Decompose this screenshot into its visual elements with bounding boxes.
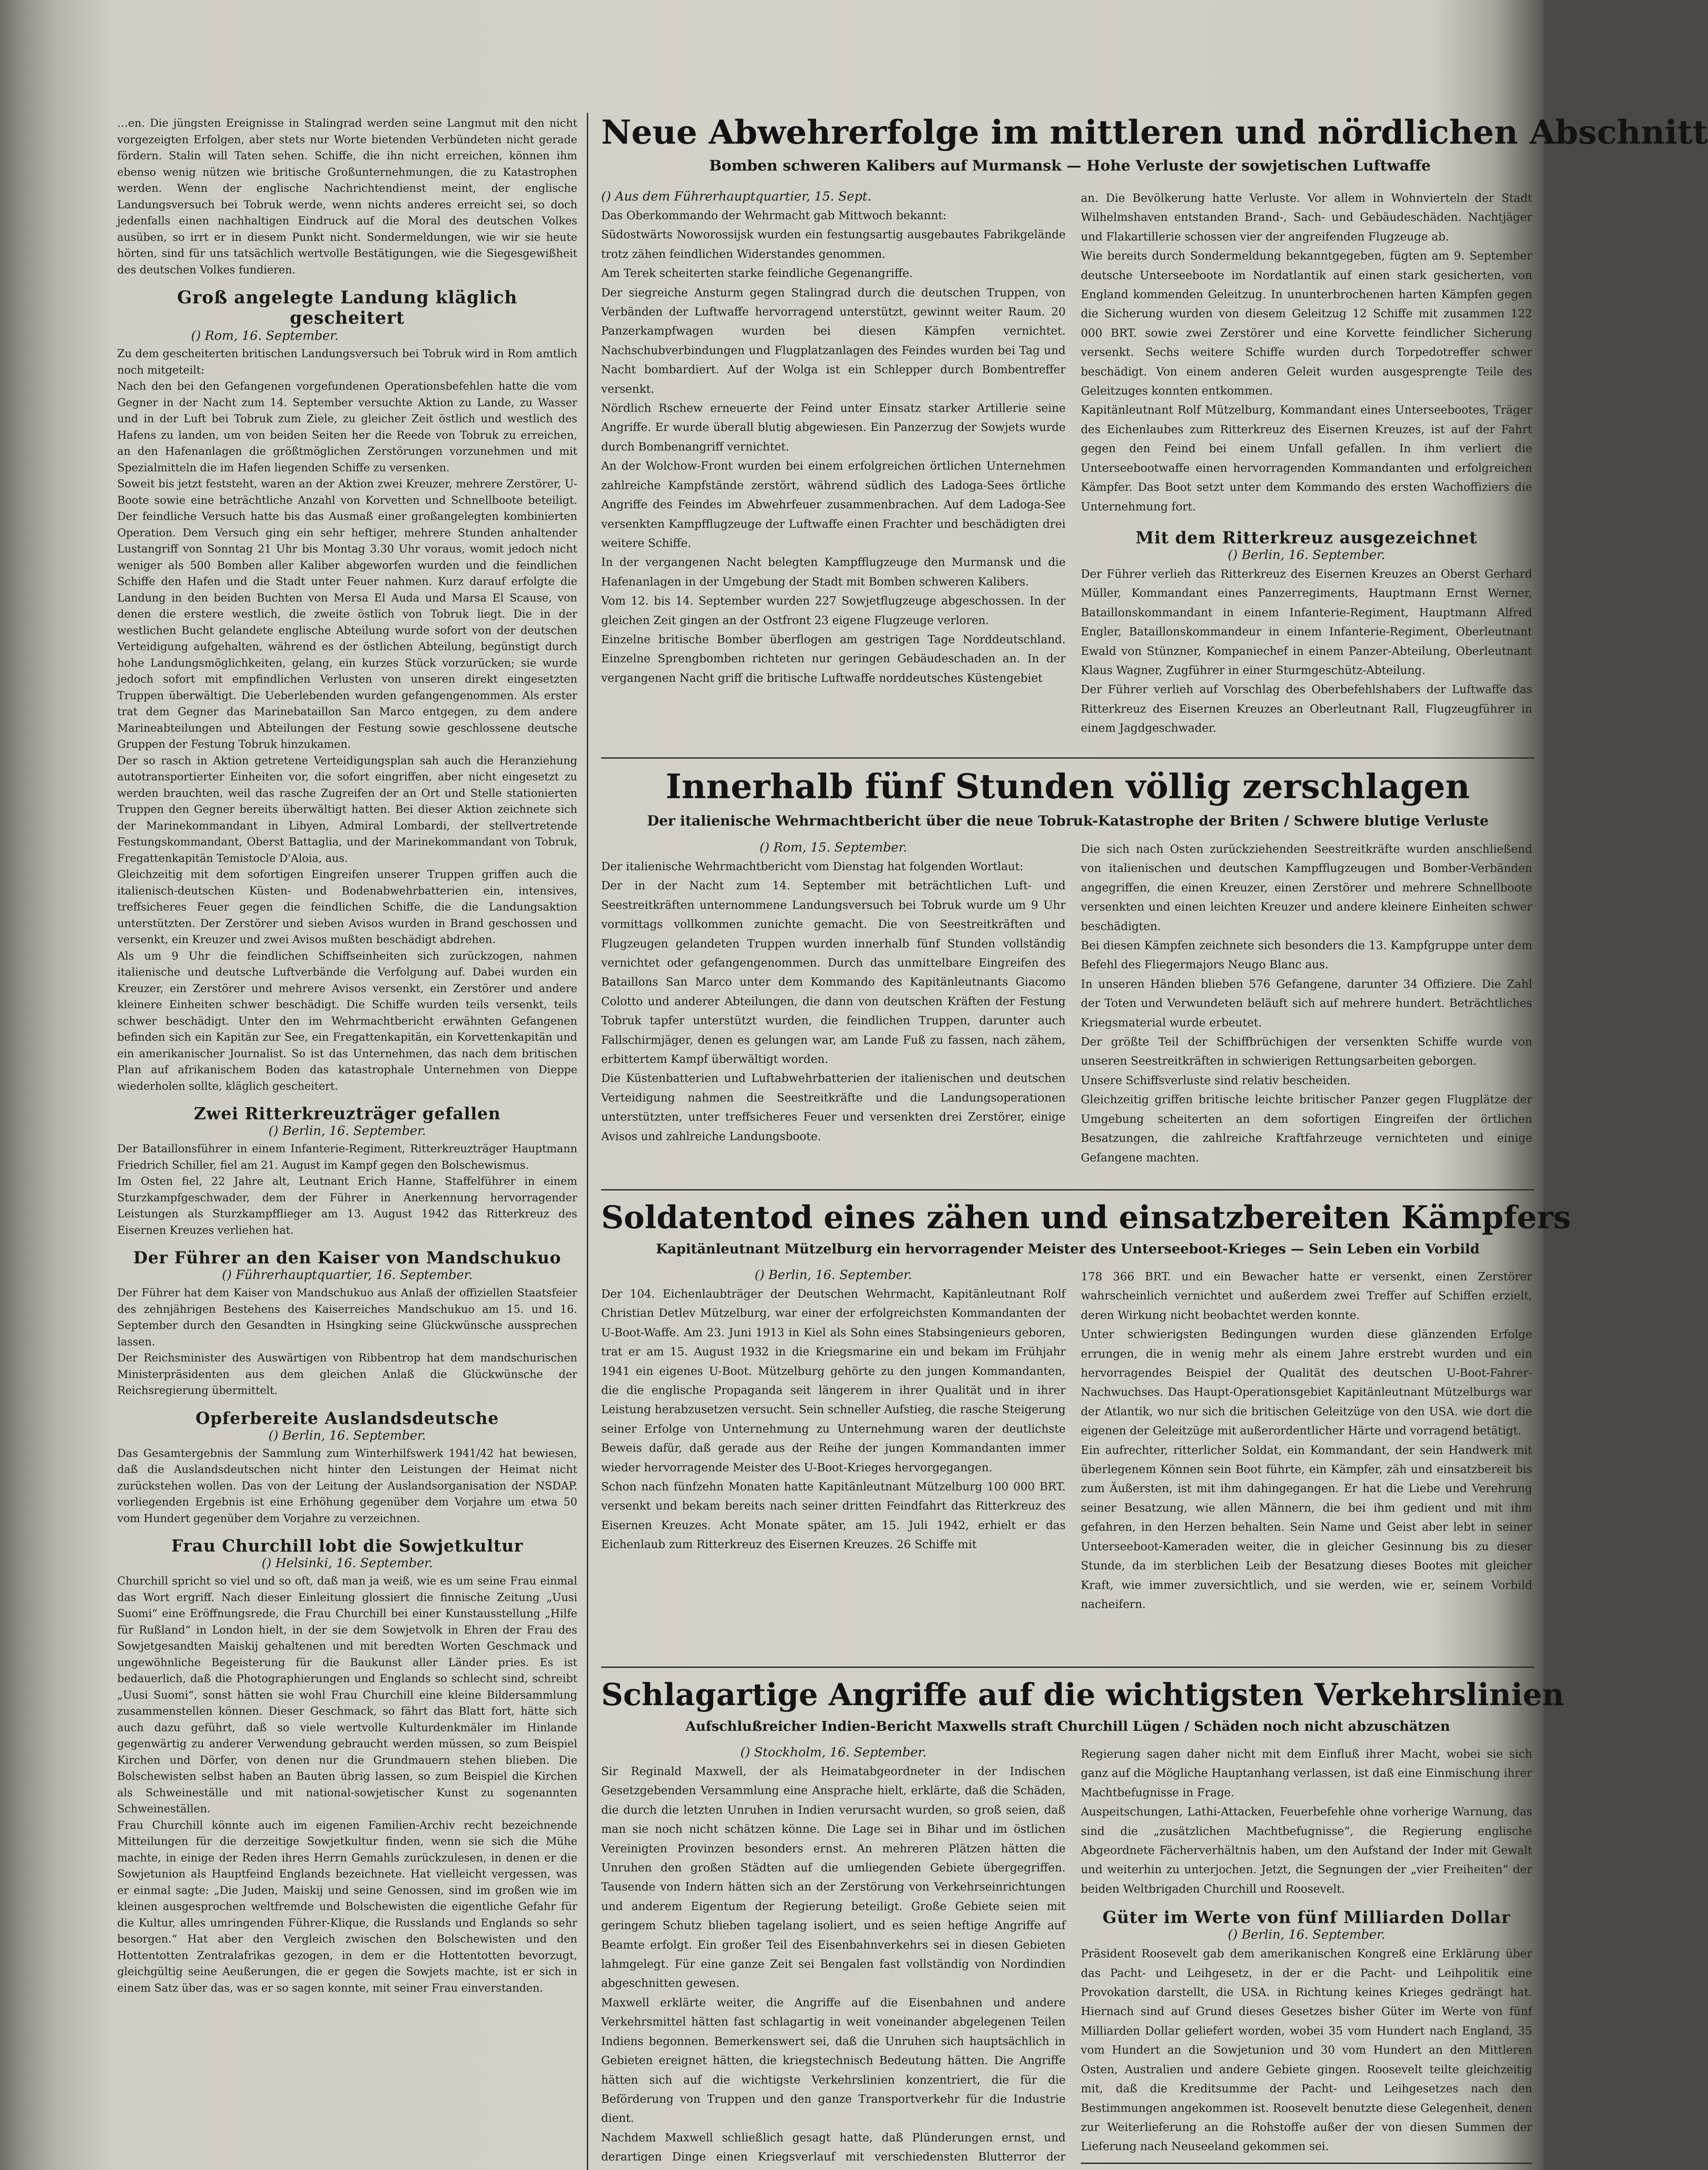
section-headline: Innerhalb fünf Stunden völlig zerschlagen [665,767,1470,806]
article-paragraph: Nach den bei den Gefangenen vorgefundenen Operationsbefehlen hatte die vom Gegner in der Nacht zum 14. September versuchte Aktion zu Lande, zu Wasser und in der Luft bei Tobruk zum Ziele, zu gleicher Zeit östlich und westlich des Hafens zu landen, um von beiden Seiten her die Reede von Tobruk zu erreichen, an den Hafenanlagen die größtmöglichen Zerstörungen vorzunehmen und mit Spezialmitteln die im Hafen liegenden Schiffe zu versenken. [117,380,577,474]
article-paragraph: Nachdem Maxwell schließlich gesagt hatte, daß Plünderungen ernst, und derartigen Dinge einen Kriegsverlauf mit verschiedensten Blutterror der [601,2131,1066,2164]
article-paragraph: Unter schwierigsten Bedingungen wurden diese glänzenden Erfolge errungen, die in wenig mehr als einem Jahre erstrebt wurden und ein hervorragendes Beispiel der Qualität des deutschen U-Boot-Fahrer-Nachwuchses. Das Haupt-Operationsgebiet Kapitänleutnant Mützelburgs war der Atlantik, wo nur sich die britischen Geleitzüge von den USA. wie dort die eigenen der Geleitzüge mit außerordentlicher Härte und vorragend betätigt. [1081,1328,1532,1438]
schlag-article-right [1081,1745,1532,2170]
article-paragraph: Ein aufrechter, ritterlicher Soldat, ein Kommandant, der sein Handwerk mit überlegenem Können sein Boot führte, ein Kämpfer, zäh und einsatzbereit bis zum Äußersten, ist mit ihm dahingegangen. Er hat die Liebe und Verehrung seiner Besatzung, wie allen Männern, die bei ihm gedient und mit ihm gefahren, in den Herzen behalten. Sein Name und Geist aber lebt in seiner Unterseeboot-Kameraden weiter, die in gleicher Gesinnung bis zu dieser Stunde, da im sterblichen Leib der Besatzung dieses Bootes mit gleicher Kraft, wie immer zuversichtlich, und sie werden, wie er, seinem Vorbild nacheifern. [1081,1443,1532,1611]
column-divider [587,113,588,2170]
article-paragraph: Auspeitschungen, Lathi-Attacken, Feuerbefehle ohne vorherige Warnung, das sind die „zusätzlichen Machtbefugnisse“, die Regierung englische Abgeordnete Fächerverhältnis haben, um den Aufstand der Inder mit Gewalt und weiterhin zu unterjochen. Jetzt, die Segnungen der „vier Freiheiten“ der beiden Weltbrigaden Churchill und Roosevelt. [1081,1805,1532,1896]
article-paragraph: Churchill spricht so viel und so oft, daß man ja weiß, wie es um seine Frau einmal das Wort ergriff. Nach dieser Einleitung glossiert die finnische Zeitung „Uusi Suomi“ eine Eröffnungsrede, die Frau Churchill bei einer Kunstausstellung „Hilfe für Rußland“ in London hielt, in der sie dem Sowjetvolk in Ehren der Frau des Sowjetgesandten Maiskij gehaltenen und mit beredten Worten Geschmack und ungewöhnliche Begeisterung für die Baukunst aller Länder pries. Es ist bedauerlich, daß die Photographierungen und Englands so schlecht sind, schreibt „Uusi Suomi“, sonst hätten sie wohl Frau Churchill eine kleine Bildersammlung zusammenstellen können. Dieser Geschmack, so fährt das Blatt fort, hätte sich auch dazu geführt, daß so viele wertvolle Kulturdenkmäler im Hinlande gegenwärtig zu anderer Verwendung gebraucht werden müssen, so zum Beispiel Kirchen und Dörfer, von denen nur die Grundmauern stehen blieben. Die Bolschewisten selbst haben an Bauten übrig lassen, so zum Beispiel die Kirchen als Schweineställe und mit national-sowjetischer Kunst zu sogenannten Schweineställen. [117,1575,577,1815]
article-paragraph: Zu dem gescheiterten britischen Landungsversuch bei Tobruk wird in Rom amtlich noch mitgeteilt: [117,347,577,376]
article-headline: Der Führer an den Kaiser von Mandschukuo [133,1248,561,1267]
article-headline: Mit dem Ritterkreuz ausgezeichnet [1135,527,1478,547]
section-divider [601,757,1534,759]
article-paragraph: Südostwärts Noworossijsk wurden ein festungsartig ausgebautes Fabrikgelände trotz zähen feindlichen Widerstandes genommen. [601,228,1066,261]
article-headline: Zwei Ritterkreuzträger gefallen [194,1104,501,1123]
article-paragraph: Unsere Schiffsverluste sind relativ bescheiden. [1081,1074,1351,1087]
article-paragraph: Kapitänleutnant Rolf Mützelburg, Kommandant eines Unterseebootes, Träger des Eichenlaubes zum Ritterkreuz des Eisernen Kreuzes, ist auf der Fahrt gegen den Feind bei einem Unfall gefallen. In ihm verliert die Unterseebootwaffe einen hervorragenden Kommandanten und erfolgreichen Kämpfer. Das Boot setzt unter dem Kommando des ersten Wachoffiziers die Unternehmung fort. [1081,404,1532,513]
sold-article-left [601,1267,1066,1555]
article-paragraph: 178 366 BRT. und ein Bewacher hatte er versenkt, einen Zerstörer wahrscheinlich vernichtet und außerdem zwei Treffer auf Schiffen erzielt, deren Wirkung nicht beobachtet werden konnte. [1081,1270,1532,1322]
intro-text: …en. Die jüngsten Ereignisse in Stalingrad werden seine Langmut mit den nicht vorgezeigten Erfolgen, aber stets nur Worte bietenden Verbündeten nicht gerade fördern. Stalin will Taten sehen. Schiffe, die ihn nicht erreichen, können ihm ebenso wenig nützen wie britische Großunternehmungen, die zu Katastrophen werden. Wenn der englische Nachrichtendienst meint, der englische Landungsversuch bei Tobruk werde, wenn nichts anderes erreicht sei, so doch jedenfalls einen nachhaltigen Eindruck auf die Moral des deutschen Volkes ausüben, so irrt er in diesem Punkt nicht. Sondermeldungen, wie wir sie heute hörten, sind für uns tatsächlich wertvolle Bestätigungen, wie die Siegesgewißheit des deutschen Volkes fundieren. [117,117,577,276]
article-paragraph: Der siegreiche Ansturm gegen Stalingrad durch die deutschen Truppen, von Verbänden der Luftwaffe hervorragend unterstützt, gewinnt weiter Raum. 20 Panzerkampfwagen wurden bei diesen Kämpfen vernichtet. Nachschubverbindungen und Flugplatzanlagen des Feindes wurden bei Tag und Nacht bombardiert. Auf der Wolga ist ein Schlepper durch Bombentreffer versenkt. [601,286,1066,396]
article-paragraph: Die Küstenbatterien und Luftabwehrbatterien der italienischen und deutschen Verteidigung nahmen die Seestreitkräfte und die Landungsoperationen unterstützten, unter treffsicheres Feuer und versenkten drei Zerstörer, einige Avisos und zahlreiche Landungsboote. [601,1072,1066,1143]
article-paragraph: Einzelne britische Bomber überflogen am gestrigen Tage Norddeutschland. Einzelne Sprengbomben richteten nur geringen Gebäudeschaden an. In der vergangenen Nacht griff die britische Luftwaffe norddeutsches Küstengebiet [601,633,1066,685]
main-subheadline: Bomben schweren Kalibers auf Murmansk — Hohe Verluste der sowjetischen Luftwaffe [709,157,1431,174]
main-article-right [1081,189,1532,738]
article-paragraph: Wie bereits durch Sondermeldung bekanntgegeben, fügten am 9. September deutsche Unterseeboote im Nordatlantik auf einen stark gesicherten, von England kommenden Geleitzug. In ununterbrochenen harten Kämpfen gegen die Sicherung wurden von diesem Geleitzug 12 Schiffe mit zusammen 122 000 BRT. sowie zwei Zerstörer und eine Korvette feindlicher Sicherung versenkt. Sechs weitere Schiffe wurden durch Torpedotreffer schwer beschädigt. Von einem anderen Geleit wurden ausgesprengte Teile des Geleitzuges konnten entkommen. [1081,250,1532,398]
article-paragraph: Der Reichsminister des Auswärtigen von Ribbentrop hat dem mandschurischen Ministerpräsidenten aus dem gleichen Anlaß die Glückwünsche der Reichsregierung übermittelt. [117,1351,577,1397]
section-divider [601,1189,1534,1190]
article-paragraph: Soweit bis jetzt feststeht, waren an der Aktion zwei Kreuzer, mehrere Zerstörer, U-Boote sowie eine beträchtliche Anzahl von Korvetten und Schnellboote beteiligt. Der feindliche Versuch hatte bis das Ausmaß einer großangelegten kombinierten Operation. Dem Versuch ging ein sehr heftiger, mehrere Stunden anhaltender Lustangriff von Sonntag 21 Uhr bis Montag 3.30 Uhr voraus, womit jedoch nicht weniger als 500 Bomben aller Kaliber abgeworfen wurden und die feindlichen Schiffe den Hafen und die Stadt unter Feuer nahmen. Kurz darauf erfolgte die Landung in den beiden Buchten von Mersa El Auda und Marsa El Scause, von denen die erstere westlich, die zweite östlich von Tobruk liegt. Die in der westlichen Bucht gelandete englische Abteilung wurde sofort von der deutschen Verteidigung aufgehalten, während es der östlichen Abteilung, begünstigt durch hohe Landungsmöglichkeiten, gelang, ein kurzes Stück vorzurücken; sie wurde jedoch sofort mit empfindlichen Verlusten von unseren direkt eingesetzten Truppen überwältigt. Die Ueberlebenden wurden gefangengenommen. Als erster trat dem Gegner das Marinebataillon San Marco entgegen, zu dem andere Marineabteilungen und Abteilungen der Festung sowie geschlossene deutsche Gruppen der Festung Tobruk hinzukamen. [117,477,577,750]
section-divider [601,1667,1534,1668]
article-paragraph: In unseren Händen blieben 576 Gefangene, darunter 34 Offiziere. Die Zahl der Toten und Verwundeten beläuft sich auf mehrere hundert. Beträchtliches Kriegsmaterial wurde erbeutet. [1081,977,1532,1029]
schlag-article-left [601,1745,1066,2170]
article-dateline: () Berlin, 16. September. [1228,1927,1385,1942]
section-headline: Schlagartige Angriffe auf die wichtigsten Verkehrslinien [601,1677,1564,1713]
article-paragraph: Das Gesamtergebnis der Sammlung zum Winterhilfswerk 1941/42 hat bewiesen, daß die Auslandsdeutschen nicht hinter den Leistungen der Heimat nicht zurückstehen wollen. Das von der Leitung der Auslandsorganisation der NSDAP. vorliegenden Ergebnis ist eine Erhöhung gegenüber dem Vorjahre um etwa 50 vom Hundert gegenüber dem Vorjahre zu verzeichnen. [117,1447,577,1525]
main-headline: Neue Abwehrerfolge im mittleren und nördlichen Abschnitt [601,113,1708,151]
article-dateline: () Berlin, 16. September. [754,1267,912,1282]
article-paragraph: Frau Churchill könnte auch im eigenen Familien-Archiv recht bezeichnende Mitteilungen für die derzeitige Sowjetkultur finden, wenn sie sich die Mühe machte, in einige der Reden ihres Herrn Gemahls zurückzulesen, in denen er die Sowjetunion als Hauptfeind Englands bezeichnete. Hat vielleicht vergessen, was er einmal sagte: „Die Juden, Maiskij und seine Genossen, sind im großen wie im kleinen ausgesprochen weltfremde und Bolschewisten die eigentliche Gefahr für die Kultur, alles umringenden Führer-Klique, die Russlands und Englands so sehr besorgen.“ Hat aber den Vergleich zwischen den Bolschewisten und den Hottentotten Zentralafrikas gezogen, in dem er die Hottentotten bevorzugt, gleichgültig seine Aeußerungen, die er gegen die Sowjets machte, ist er sich in einem Satz über das, was er so sagen konnte, mit seiner Frau einverstanden. [117,1818,577,1994]
article-paragraph: Bei diesen Kämpfen zeichnete sich besonders die 13. Kampfgruppe unter dem Befehl des Fliegermajors Neugo Blanc aus. [1081,939,1532,972]
mid-article-right [1081,840,1532,1167]
article-paragraph: Gleichzeitig mit dem sofortigen Eingreifen unserer Truppen griffen auch die italienisch-deutschen Küsten- und Bodenabwehrbatterien ein, intensives, treffsicheres Feuer gegen die feindlichen Schiffe, die die Landungsaktion unterstützten. Der Zerstörer und sieben Avisos wurden in Brand geschossen und versenkt, ein Kreuzer und zwei Avisos mußten beschädigt abdrehen. [117,868,577,946]
article-paragraph: Am Terek scheiterten starke feindliche Gegenangriffe. [601,267,913,280]
article-dateline: () Rom, 15. September. [760,840,907,855]
article-headline: Frau Churchill lobt die Sowjetkultur [171,1536,523,1555]
article-paragraph: Die sich nach Osten zurückziehenden Seestreitkräfte wurden anschließend von italienischen und deutschen Kampfflugzeugen und Bomber-Verbänden angegriffen, die einen Kreuzer, einen Zerstörer und mehrere Schnellboote versenkten und einen leichten Kreuzer und andere kleinere Einheiten schwer beschädigten. [1081,843,1532,933]
article-paragraph: Der Führer hat dem Kaiser von Mandschukuo aus Anlaß der offiziellen Staatsfeier des zehnjährigen Bestehens des Kaiserreiches Mandschukuo am 15. und 16. September durch den Gesandten in Hsingking seine Glückwünsche aussprechen lassen. [117,1286,577,1348]
article-dateline: () Berlin, 16. September. [1228,547,1385,562]
section-headline: Soldatentod eines zähen und einsatzbereiten Kämpfers [601,1199,1571,1236]
article-paragraph: Präsident Roosevelt gab dem amerikanischen Kongreß eine Erklärung über das Pacht- und Leihgesetz, in der er die Pacht- und Leihpolitik eine Provokation darstellt, die USA. in Richtung keines Krieges gedrängt hat. Hiernach sind auf Grund dieses Gesetzes bisher Güter im Werte von fünf Milliarden Dollar geliefert worden, wobei 35 vom Hundert nach England, 35 vom Hundert an die Sowjetunion und 30 vom Hundert an den Mittleren Osten, Australien und andere Gebiete gingen. Roosevelt teilte gleichzeitig mit, daß die Kreditsumme der Pacht- und Leihgesetzes nach den Bestimmungen angekommen ist. Roosevelt benutzte diese Gelegenheit, denen zur Weiterlieferung an die Rohstoffe außer der von diesen Summen der Lieferung nach Neuseeland gekommen sei. [1081,1947,1532,2154]
article-paragraph: Der so rasch in Aktion getretene Verteidigungsplan sah auch die Heranziehung autotransportierter Einheiten vor, die sofort eingriffen, aber nicht eingesetzt zu werden brauchten, weil das rasche Zugreifen der an Ort und Stelle stationierten Truppen den Gegner bereits überwältigt hatten. Bei dieser Aktion zeichnete sich der Marinekommandant in Libyen, Admiral Lombardi, der stellvertretende Festungskommandant, Oberst Battaglia, und der Marinekommandant von Tobruk, Fregattenkapitän Temistocle D'Aloia, aus. [117,754,577,865]
sold-article-right [1081,1267,1532,1614]
main-article-left [601,189,1066,688]
article-paragraph: Regierung sagen daher nicht mit dem Einfluß ihrer Macht, wobei sie sich ganz auf die Mögliche Hauptanhang verlassen, ist daß eine Einmischung ihrer Machtbefugnisse in Frage. [1081,1748,1532,1799]
article-headline: Güter im Werte von fünf Milliarden Dollar [1102,1907,1511,1927]
article-paragraph: Der Führer verlieh auf Vorschlag des Oberbefehlshabers der Luftwaffe das Ritterkreuz des Eisernen Kreuzes an Oberleutnant Rall, Flugzeugführer in einem Jagdgeschwader. [1081,683,1532,735]
article-paragraph: Maxwell erklärte weiter, die Angriffe auf die Eisenbahnen und andere Verkehrsmittel hätten fast schlagartig in weit voneinander abgelegenen Teilen Indiens begonnen. Bemerkenswert sei, daß die Unruhen sich hauptsächlich in Gebieten ereignet hätten, die kriegstechnisch Bedeutung hätten. Die Angriffe hätten sich auf die wichtigste Verkehrslinien konzentriert, die für die Beförderung von Truppen und den ganze Transportverkehr für die Industrie dient. [601,1996,1066,2125]
article-paragraph: Im Osten fiel, 22 Jahre alt, Leutnant Erich Hanne, Staffelführer in einem Sturzkampfgeschwader, dem der Führer in Anerkennung hervorragender Leistungen als Sturzkampfflieger am 13. August 1942 das Ritterkreuz des Eisernen Kreuzes verliehen hat. [117,1175,577,1236]
article-dateline: () Berlin, 16. September. [268,1123,426,1138]
mid-article-left [601,840,1066,1146]
article-dateline: () Aus dem Führerhauptquartier, 15. Sept. [601,189,872,204]
article-paragraph: Sir Reginald Maxwell, der als Heimatabgeordneter in der Indischen Gesetzgebenden Versammlung eine Ansprache hielt, erklärte, daß die Schäden, die durch die letzten Unruhen in Indien verursacht wurden, so groß seien, daß man sie noch nicht schätzen könne. Die Lage sei in Bihar und im östlichen Vereinigten Provinzen besonders ernst. An mehreren Plätzen hätten die Unruhen den großen Städten auf die umliegenden Gebiete übergegriffen. Tausende von Indern hätten sich an der Zerstörung von Verkehrseinrichtungen und anderem Eigentum der Regierung beteiligt. Große Gebiete seien mit geringem Schutz blieben tagelang isoliert, und es seien heftige Angriffe auf Beamte erfolgt. Ein großer Teil des Eisenbahnverkehrs sei in diesen Gebieten lahmgelegt. Für eine ganze Zeit sei Bengalen fast vollständig von Nordindien abgeschnitten gewesen. [601,1765,1066,1990]
article-dateline: () Stockholm, 16. September. [740,1745,927,1759]
article-paragraph: an. Die Bevölkerung hatte Verluste. Vor allem in Wohnvierteln der Stadt Wilhelmshaven entstanden Brand-, Sach- und Gebäudeschäden. Nachtjäger und Flakartillerie schossen vier der angreifenden Flugzeuge ab. [1081,192,1532,243]
section-subheadline: Kapitänleutnant Mützelburg ein hervorragender Meister des Unterseeboot-Krieges — Sein Leben ein Vorbild [656,1241,1480,1257]
notice-text [1081,2168,1532,2170]
article-headline: Groß angelegte Landung kläglich gescheitert [177,287,517,328]
left-column [117,115,577,1996]
article-paragraph: In der vergangenen Nacht belegten Kampfflugzeuge den Murmansk und die Hafenanlagen in der Umgebung der Stadt mit Bomben schweren Kalibers. [601,556,1066,589]
article-paragraph: An der Wolchow-Front wurden bei einem erfolgreichen örtlichen Unternehmen zahlreiche Kampfstände zerstört, während südlich des Ladoga-Sees örtliche Angriffe des Feindes im Abwehrfeuer zusammenbrachen. Auf dem Ladoga-See versenkten Kampfflugzeuge der Luftwaffe einen Frachter und beschädigten drei weitere Schiffe. [601,460,1066,550]
article-paragraph: Der italienische Wehrmachtbericht vom Dienstag hat folgenden Wortlaut: [601,860,1023,873]
article-paragraph: Nördlich Rschew erneuerte der Feind unter Einsatz starker Artillerie seine Angriffe. Er wurde überall blutig abgewiesen. Ein Panzerzug der Sowjets wurde durch Bombenangriff vernichtet. [601,402,1066,454]
section-subheadline: Der italienische Wehrmachtbericht über die neue Tobruk-Katastrophe der Briten / Schwere blutige Verluste [647,812,1489,829]
article-paragraph: Der in der Nacht zum 14. September mit beträchtlichen Luft- und Seestreitkräften unternommene Landungsversuch bei Tobruk wurde um 9 Uhr vormittags vollkommen zunichte gemacht. Die von Seestreitkräften und Flugzeugen gelandeten Truppen wurden innerhalb fünf Stunden vollständig vernichtet oder gefangengenommen. Durch das unmittelbare Eingreifen des Bataillons San Marco unter dem Kommando des Kapitänleutnants Giacomo Colotto und anderer Abteilungen, die dann von deutschen Kräften der Festung Tobruk tapfer unterstützt wurden, die feindlichen Truppen, darunter auch Fallschirmjäger, denen es gelungen war, am Lande Fuß zu fassen, nach zähem, erbittertem Kampf überwältigt worden. [601,879,1066,1066]
article-dateline: () Berlin, 16. September. [268,1427,426,1443]
article-paragraph: Der größte Teil der Schiffbrüchigen der versenkten Schiffe wurde von unseren Seestreitkräften in schwierigen Rettungsarbeiten geborgen. [1081,1036,1532,1068]
notice-divider [1081,2163,1532,2164]
article-paragraph: Vom 12. bis 14. September wurden 227 Sowjetflugzeuge abgeschossen. In der gleichen Zeit gingen an der Ostfront 23 eigene Flugzeuge verloren. [601,595,1066,627]
article-paragraph: Schon nach fünfzehn Monaten hatte Kapitänleutnant Mützelburg 100 000 BRT. versenkt und bekam bereits nach seiner dritten Feindfahrt das Ritterkreuz des Eisernen Kreuzes. Acht Monate später, am 15. Juli 1942, erhielt er das Eichenlaub zum Ritterkreuz des Eisernen Kreuzes. 26 Schiffe mit [601,1480,1066,1552]
article-paragraph: Der Führer verlieh das Ritterkreuz des Eisernen Kreuzes an Oberst Gerhard Müller, Kommandant eines Panzerregiments, Hauptmann Ernst Werner, Bataillonskommandant in einem Infanterie-Regiment, Hauptmann Alfred Engler, Bataillonskommandeur in einem Infanterie-Regiment, Oberleutnant Ewald von Stünzner, Kompaniechef in einem Panzer-Abteilung, Oberleutnant Klaus Wagner, Zugführer in einer Sturmgeschütz-Abteilung. [1081,567,1532,677]
article-dateline: () Führerhauptquartier, 16. September. [222,1267,473,1282]
section-subheadline: Aufschlußreicher Indien-Bericht Maxwells straft Churchill Lügen / Schäden noch nicht abzuschätzen [685,1719,1450,1734]
article-paragraph: Das Oberkommando der Wehrmacht gab Mittwoch bekannt: [601,209,947,222]
article-paragraph: Gleichzeitig griffen britische leichte britischer Panzer gegen Flugplätze der Umgebung scheiterten an dem sofortigen Eingreifen der örtlichen Besatzungen, die zahlreiche Kraftfahrzeuge vernichteten und einige Gefangene machten. [1081,1093,1532,1164]
article-paragraph: Der 104. Eichenlaubträger der Deutschen Wehrmacht, Kapitänleutnant Rolf Christian Detlev Mützelburg, war einer der erfolgreichsten Kommandanten der U-Boot-Waffe. Am 23. Juni 1913 in Kiel als Sohn eines Stabsingenieurs geboren, trat er am 15. August 1932 in die Kriegsmarine ein und bekam im Frühjahr 1941 ein eigenes U-Boot. Mützelburg gehörte zu den jungen Kommandanten, die die englische Propaganda seit längerem in ihrer Qualität und in ihrer Leistung herabzusetzen versucht. Sein schneller Aufstieg, die rasche Steigerung seiner Erfolge von Unternehmung zu Unternehmung waren der deutlichste Beweis dafür, daß gerade aus der Reihe der jungen Kommandanten immer wieder hervorragende Meister des U-Boot-Krieges hervorgegangen. [601,1288,1066,1474]
article-paragraph: Als um 9 Uhr die feindlichen Schiffseinheiten sich zurückzogen, nahmen italienische und deutsche Luftverbände die Verfolgung auf. Dabei wurden ein Kreuzer, ein Zerstörer und mehrere Avisos versenkt, ein Zerstörer und andere kleinere Einheiten schwer beschädigt. Die Schiffe wurden teils versenkt, teils schwer beschädigt. Unter den im Wehrmachtbericht erwähnten Gefangenen befinden sich ein Kapitän zur See, ein Fregattenkapitän, ein Korvettenkapitän und ein amerikanischer Journalist. So ist das Unternehmen, das nach dem britischen Plan auf afrikanischem Boden das katastrophale Unternehmen von Dieppe wiederholen sollte, kläglich gescheitert. [117,949,577,1092]
article-paragraph: Der Bataillonsführer in einem Infanterie-Regiment, Ritterkreuzträger Hauptmann Friedrich Schiller, fiel am 21. August im Kampf gegen den Bolschewismus. [117,1142,577,1171]
article-headline: Opferbereite Auslandsdeutsche [195,1408,499,1428]
article-dateline: () Helsinki, 16. September. [261,1555,433,1570]
article-dateline: () Rom, 16. September. [191,328,339,343]
